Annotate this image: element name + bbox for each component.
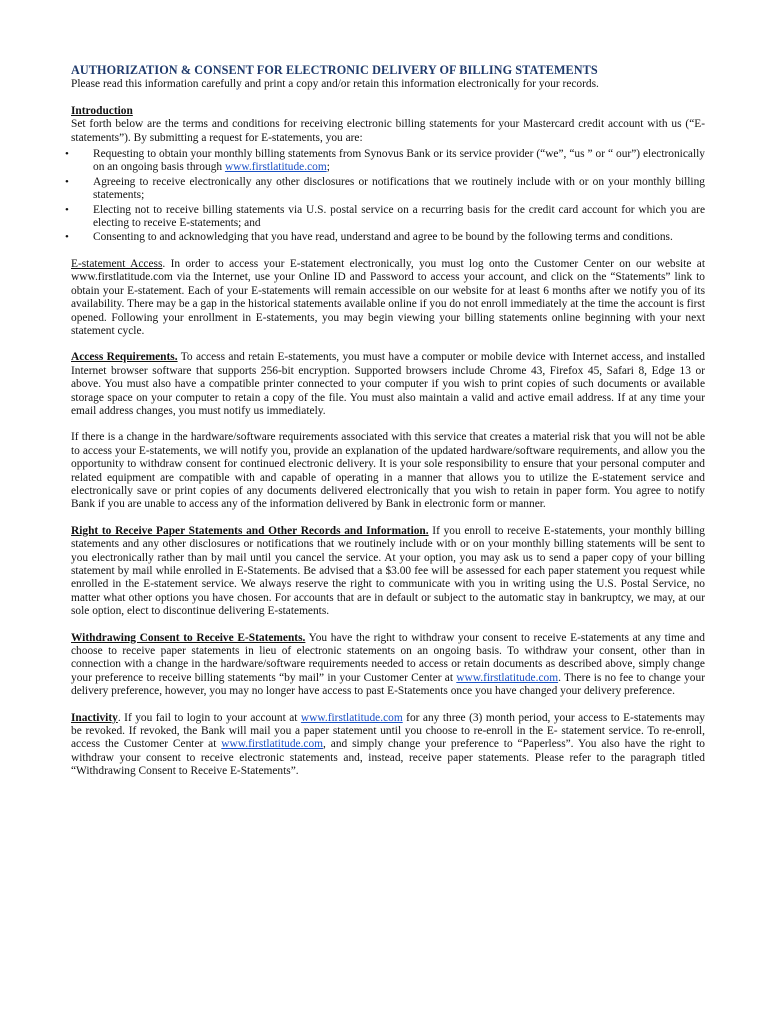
hardware-change-paragraph: If there is a change in the hardware/software requirements associated with this service that creates a material risk that you will not be able to access your E-statements, we will notify you, provide an explanation of the updated hardware/software requirements, and allow you the opportunity to withdraw consent for continued electronic delivery. It is your sole responsibility to ensure that your personal computer and related equipment are compatible with and capable of operating in a manner that allows you to utilize the E-statement service and electronically save or print copies of any documents delivered electronically that you wish to retain in paper form. You agree to notify Bank if you are unable to access any of the information delivered by Bank in electronic form or manner. <box>71 431 705 511</box>
list-item <box>65 175 705 203</box>
intro-heading: Introduction <box>71 104 133 117</box>
bullet-text: Consenting to and acknowledging that you have read, understand and agree to be bound by the following terms and conditions. <box>93 231 673 244</box>
bullet-text: Agreeing to receive electronically any other disclosures or notifications that we routinely include with or on your monthly billing statements; <box>93 175 705 202</box>
firstlatitude-link[interactable]: www.firstlatitude.com <box>300 711 403 724</box>
withdrawing-consent-heading: Withdrawing Consent to Receive E-Statements. <box>71 631 306 644</box>
list-item <box>65 203 705 231</box>
document-title: AUTHORIZATION & CONSENT FOR ELECTRONIC DELIVERY OF BILLING STATEMENTS <box>71 63 598 77</box>
access-requirements-text: To access and retain E-statements, you must have a computer or mobile device with Internet access, and installed Internet browser software that supports 256-bit encryption. Supported browsers include Chrome 43, Firefox 45, Safari 8, Edge 13 or above. You must also have a compatible printer connected to your computer if you wish to print copies of such documents or available storage space on your computer to retain a copy of the file. You must also maintain a valid and active email address. If at any time your email address changes, you must notify us immediately. <box>71 351 705 417</box>
right-to-paper-text: If you enroll to receive E-statements, your monthly billing statements and any other disclosures or notifications that we routinely include with or on your monthly billing statements will be sent to you electronically rather than by mail until you cancel the service. At your option, you may ask us to send a paper copy of your billing statement by mail while enrolled in E-Statements. Be advised that a $3.00 fee will be assessed for each paper statement you request while enrolled in the E-statement service. We always reserve the right to communicate with you in writing using the U.S. Postal Service, no matter what other options you have chosen. For accounts that are in default or subject to the automatic stay in bankruptcy, we may, at our sole option, elect to discontinue delivering E-statements. <box>71 524 705 618</box>
inactivity-heading: Inactivity <box>71 711 118 724</box>
right-to-paper-paragraph <box>71 525 705 619</box>
bullet-text: Requesting to obtain your monthly billing statements from Synovus Bank or its service provider (“we”, “us ” or “ our”) electronically on an ongoing basis through <box>93 148 705 174</box>
bullet-icon: • <box>65 203 69 216</box>
document-subtitle: Please read this information carefully and print a copy and/or retain this information electronically for your records. <box>71 78 599 91</box>
withdrawing-consent-text-end: . There is no fee to change your delivery preference, however, you may no longer have access to past E-Statements once you have changed your delivery preference. <box>71 671 705 698</box>
firstlatitude-link[interactable]: www.firstlatitude.com <box>456 671 559 684</box>
intro-text: Set forth below are the terms and conditions for receiving electronic billing statements for your Mastercard credit account with us (“E-statements”). By submitting a request for E-statements, you are: <box>71 118 705 144</box>
intro-bullet-list <box>65 148 705 245</box>
document-page <box>65 63 706 779</box>
bullet-text: Electing not to receive billing statements via U.S. postal service on a recurring basis for the credit card account for which you are electing to receive E-statements; and <box>93 203 705 230</box>
bullet-icon: • <box>65 148 69 161</box>
bullet-icon: • <box>65 231 69 244</box>
withdrawing-consent-paragraph <box>71 632 705 699</box>
bullet-text-suffix: ; <box>326 161 330 174</box>
list-item <box>65 231 705 244</box>
withdrawing-consent-text: You have the right to withdraw your consent to receive E-statements at any time and choose to receive paper statements in lieu of electronic statements on an ongoing basis. To withdraw your consent, other than in connection with a change in the hardware/software requirements needed to access or retain documents as described above, simply change your preference to receive billing statements “by mail” in your Customer Center at <box>71 631 706 684</box>
inactivity-text-end: , and simply change your preference to “Paperless”. You also have the right to withdraw your consent to receive electronic statements and, instead, receive paper statements. Please refer to the paragraph titled “Withdrawing Consent to Receive E-Statements”. <box>71 738 705 778</box>
list-item <box>65 148 705 175</box>
estatement-access-paragraph <box>71 258 705 338</box>
firstlatitude-link[interactable]: www.firstlatitude.com <box>221 738 324 751</box>
firstlatitude-link[interactable]: www.firstlatitude.com <box>224 161 327 174</box>
right-to-paper-heading: Right to Receive Paper Statements and Other Records and Information. <box>71 524 429 537</box>
estatement-access-heading: E-statement Access <box>71 257 163 270</box>
bullet-icon: • <box>65 175 69 188</box>
inactivity-paragraph <box>71 712 705 779</box>
inactivity-text: . If you fail to login to your account at <box>117 711 301 724</box>
access-requirements-heading: Access Requirements. <box>71 351 178 364</box>
estatement-access-text: . In order to access your E-statement electronically, you must log onto the Customer Center on our website at www.firstlatitude.com via the Internet, use your Online ID and Password to access your account, and click on the “Statements” link to obtain your E-statement. Each of your E-statements will remain accessible on our website for at least 6 months after we notify you of its availability. There may be a gap in the historical statements available online if you do not enroll immediately at the time the account is first opened. Following your enrollment in E-statements, you may begin viewing your billing statements online beginning with your next statement cycle. <box>71 257 705 337</box>
access-requirements-paragraph <box>71 351 705 418</box>
inactivity-text-middle: for any three (3) month period, your access to E-statements may be revoked. If revoked, the Bank will mail you a paper statement until you choose to re-enroll in the E- statement service. To re-enroll, access the Customer Center at <box>71 711 705 751</box>
